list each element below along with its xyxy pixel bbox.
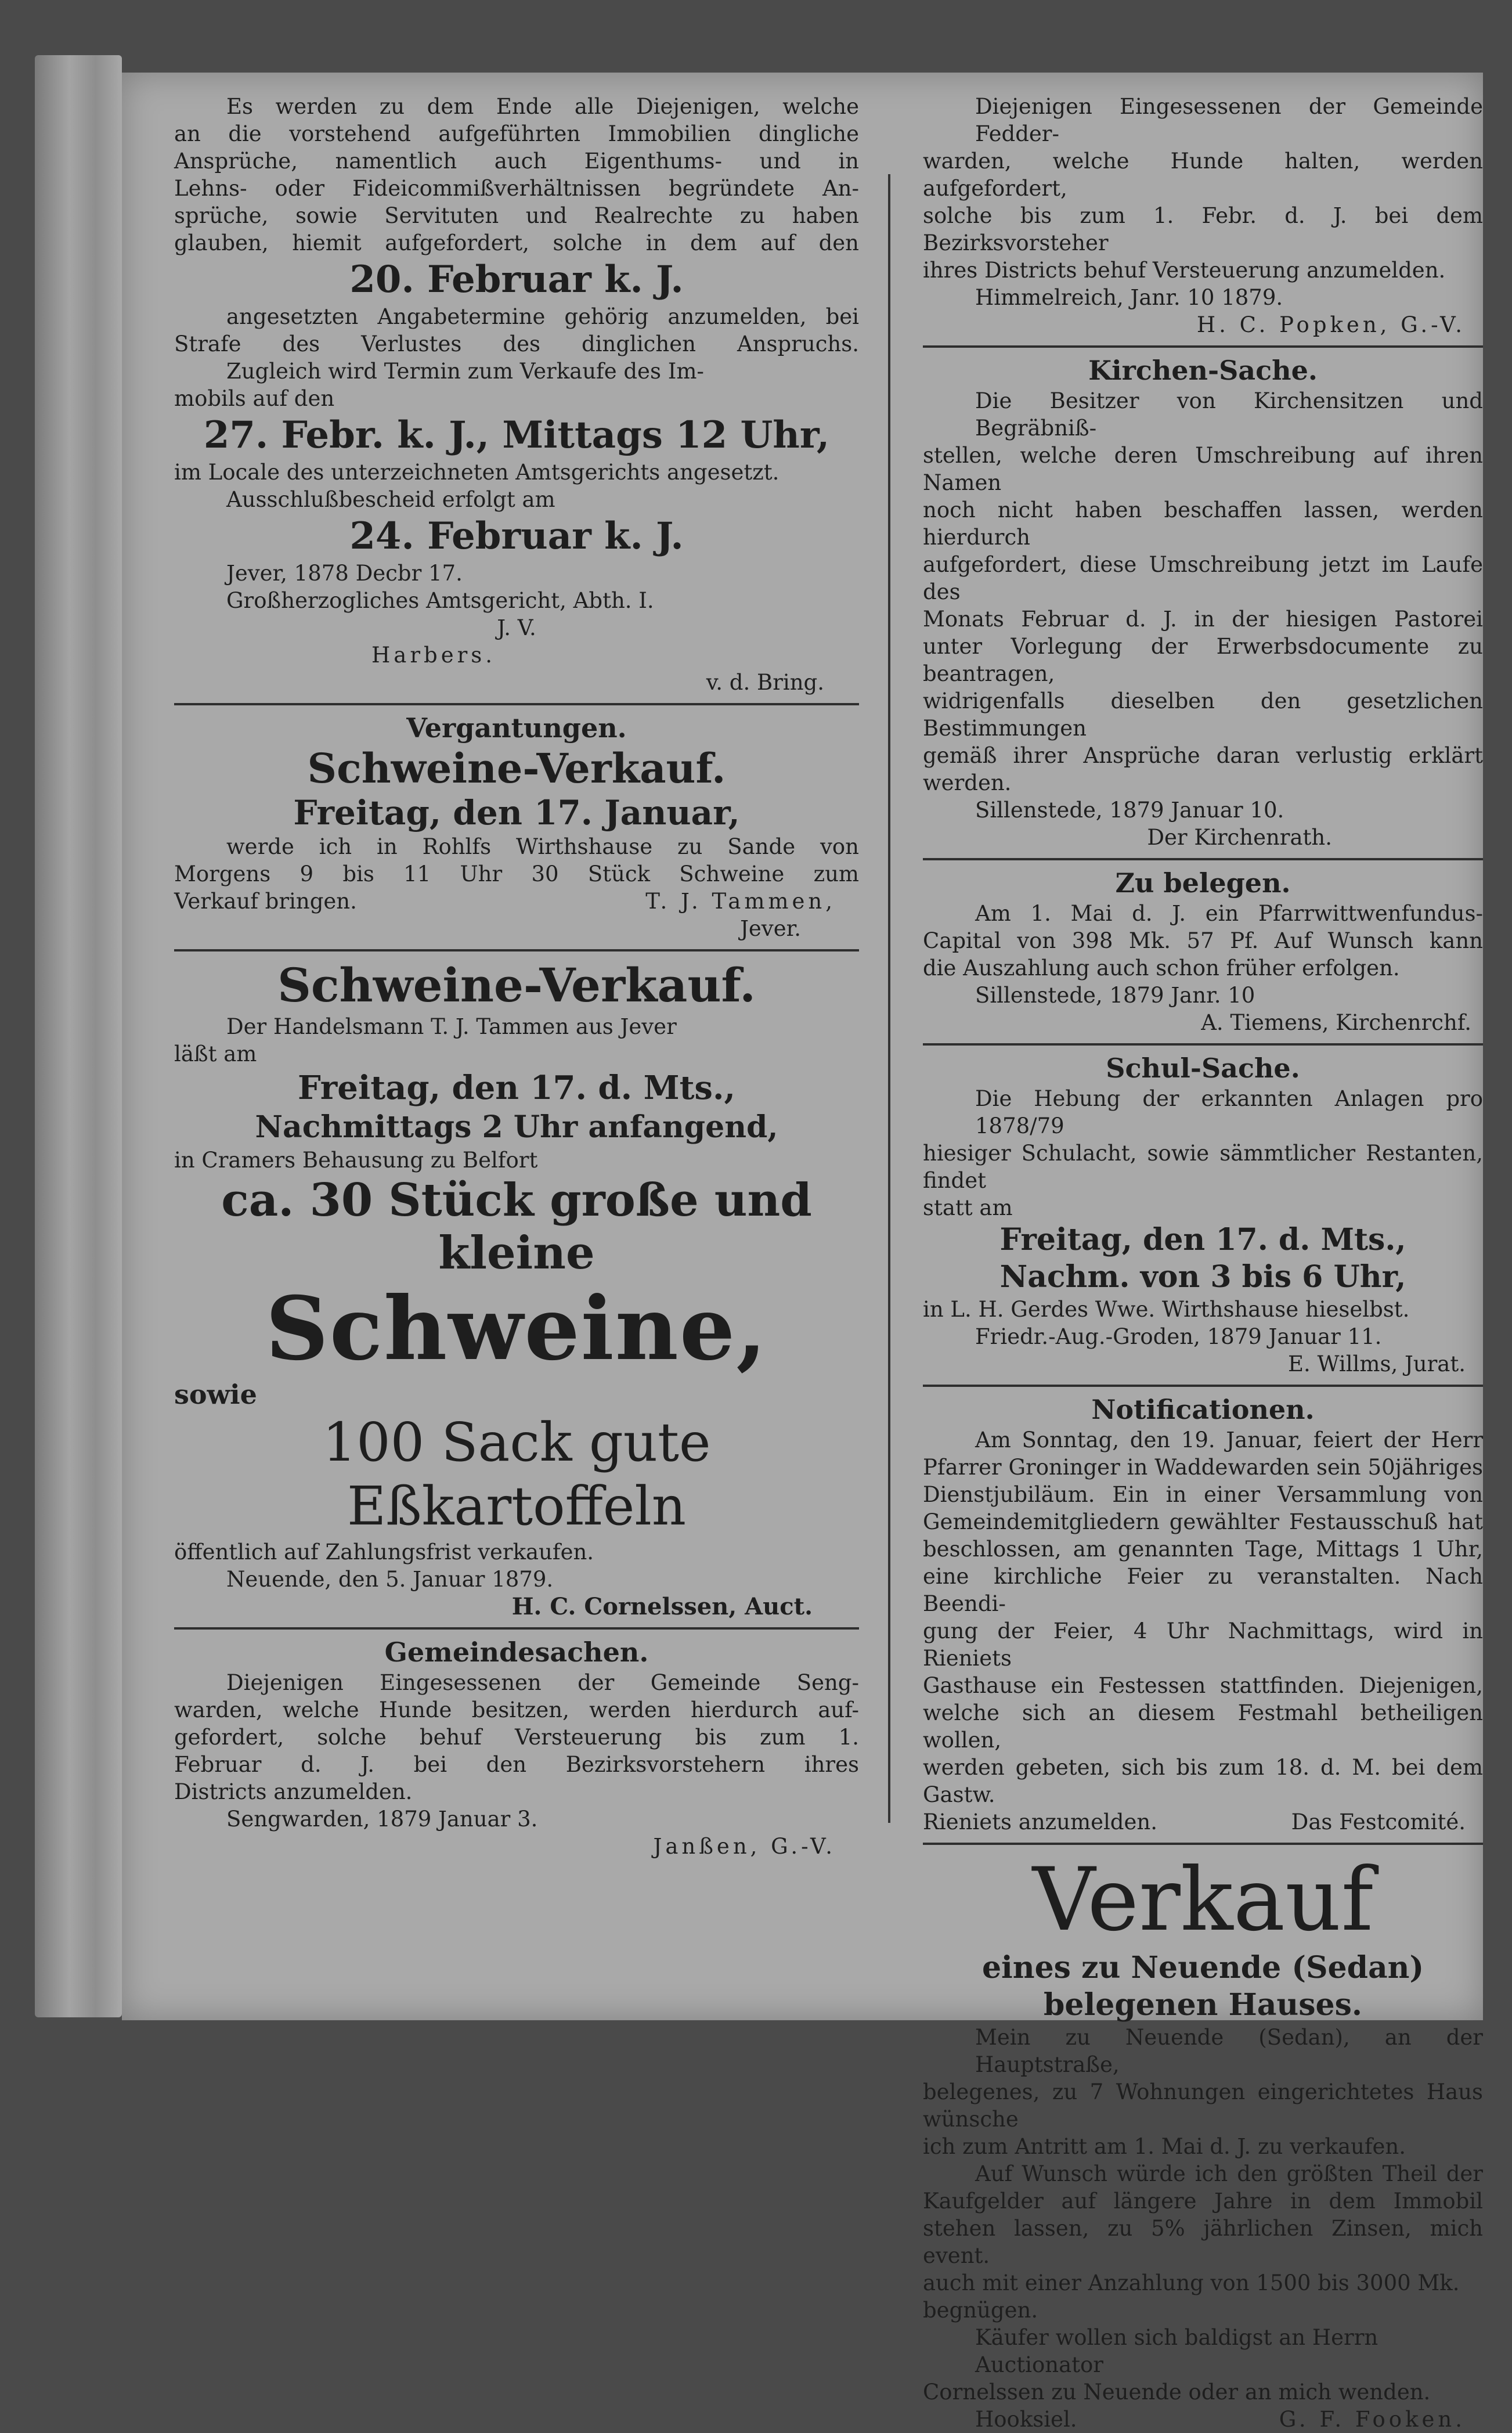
signature-place: Jever. [740,916,801,941]
court-iv: J. V. [497,615,536,640]
text-line: widrigenfalls dieselben den gesetzlichen Bestimmungen [923,689,1483,741]
section-rule [174,949,859,951]
section-title: Zu belegen. [1115,867,1291,899]
left-column [174,93,859,1860]
notice-paragraph [174,93,859,257]
notice-line: ihres Districts behuf Versteuerung anzumelden. [923,258,1446,283]
notice-paragraph [923,900,1483,954]
ad-date: Freitag, den 17. d. Mts., [298,1069,735,1107]
ad-text [174,833,859,888]
notice-paragraph [923,1426,1483,1808]
section-rule [923,1043,1483,1046]
signature: G. F. Fooken. [1279,2407,1466,2432]
text-line: Diejenigen Eingesessenen der Gemeinde Fedder- [975,94,1483,146]
text-line: solche bis zum 1. Febr. d. J. bei dem Bezirksvorsteher [923,203,1483,255]
signature: Harbers. [371,643,496,668]
notice-line: Ausschlußbescheid erfolgt am [226,487,555,512]
ad-sign-line [923,2406,1483,2433]
text-line: Die Besitzer von Kirchensitzen und Begräbniß- [975,388,1483,441]
ad-text: Verkauf bringen. [174,889,357,914]
text-line: glauben, hiemit aufgefordert, solche in dem auf den [174,230,859,255]
text-line: werde ich in Rohlfs Wirthshause zu Sande von [226,834,859,859]
text-line: noch nicht haben beschaffen lassen, werden hierdurch [923,498,1483,550]
notice-line: Rieniets anzumelden. [923,1810,1157,1834]
ad-date: Freitag, den 17. Januar, [293,793,740,832]
notice-line: die Auszahlung auch schon früher erfolgen. [923,956,1400,981]
place-date: Neuende, den 5. Januar 1879. [226,1567,554,1592]
column-divider [888,174,890,1823]
court-name: Großherzogliches Amtsgericht, Abth. I. [226,588,654,613]
text-line: welche sich an diesem Festmahl betheiligen wollen, [923,1700,1483,1753]
ad-text [923,2160,1483,2269]
text-line: angesetzten Angabetermine gehörig anzumelden, bei [226,304,859,329]
text-line: Capital von 398 Mk. 57 Pf. Auf Wunsch kann [923,928,1483,953]
notice-paragraph [923,387,1483,796]
ad-text: Der Handelsmann T. J. Tammen aus Jever [226,1014,677,1039]
text-line: hiesiger Schulacht, sowie sämmtlicher Restanten, findet [923,1141,1483,1193]
text-line: belegenes, zu 7 Wohnungen eingerichtetes Haus wünsche [923,2079,1483,2132]
notice-paragraph [923,1085,1483,1194]
text-line: unter Vorlegung der Erwerbsdocumente zu beantragen, [923,634,1483,686]
ad-text: läßt am [174,1041,257,1066]
text-line: Morgens 9 bis 11 Uhr 30 Stück Schweine zum [174,862,859,886]
place-date: Friedr.-Aug.-Groden, 1879 Januar 11. [975,1324,1382,1349]
section-title: Gemeindesachen. [384,1637,649,1668]
ad-headline: ca. 30 Stück große und [221,1174,812,1227]
text-line: Kaufgelder auf längere Jahre in dem Immobil [923,2189,1483,2214]
ad-headline: kleine [438,1227,595,1279]
ad-title: Schweine-Verkauf. [277,958,756,1012]
date-heading: 24. Februar k. J. [349,514,684,558]
text-line: an die vorstehend aufgeführten Immobilien dingliche [174,121,859,146]
ad-text: sowie [174,1379,257,1410]
text-line: sprüche, sowie Servituten und Realrechte zu haben [174,203,859,228]
ad-text: begnügen. [923,2298,1038,2323]
text-line: gefordert, solche behuf Versteuerung bis zum 1. [174,1725,859,1750]
signature: H. C. Cornelssen, Auct. [511,1593,813,1620]
date-heading: Freitag, den 17. d. Mts., [999,1222,1406,1257]
section-title: Kirchen-Sache. [1088,355,1318,386]
ad-subtitle: eines zu Neuende (Sedan) [981,1950,1424,1985]
text-line: beschlossen, am genannten Tage, Mittags 1 Uhr, [923,1537,1483,1562]
ad-title: Schweine-Verkauf. [307,744,726,792]
ad-text: Käufer wollen sich baldigst an Herrn Auctionator [975,2325,1379,2377]
ad-location: in Cramers Behausung zu Belfort [174,1148,538,1173]
notice-paragraph [923,93,1483,257]
notice-line: statt am [923,1195,1013,1220]
place-date: Jever, 1878 Decbr 17. [226,561,463,586]
text-line: eine kirchliche Feier zu veranstalten. Nach Beendi- [923,1564,1483,1616]
notice-line: in L. H. Gerdes Wwe. Wirthshause hieselbst. [923,1297,1410,1322]
section-title: Notificationen. [1091,1394,1315,1425]
text-line: Monats Februar d. J. in der hiesigen Pastorei [923,607,1483,632]
text-line: Mein zu Neuende (Sedan), an der Hauptstraße, [975,2025,1483,2077]
notice-line: Zugleich wird Termin zum Verkaufe des Im- [226,359,704,384]
text-line: warden, welche Hunde besitzen, werden hierdurch auf- [174,1697,859,1722]
text-line: Gemeindemitgliedern gewählter Festausschuß hat [923,1509,1483,1534]
section-title: Schul-Sache. [1106,1053,1300,1084]
ad-sign-line [174,888,859,915]
ad-headline-large: Schweine, [265,1278,768,1380]
text-line: gemäß ihrer Ansprüche daran verlustig erklärt werden. [923,743,1483,795]
ad-title-large: Verkauf [1032,1850,1374,1951]
section-rule [174,1627,859,1630]
text-line: Ansprüche, namentlich auch Eigenthums- und in [174,149,859,174]
text-line: stehen lassen, zu 5% jährlichen Zinsen, mich event. [923,2216,1483,2268]
text-line: werden gebeten, sich bis zum 18. d. M. bei dem Gastw. [923,1755,1483,1807]
signature: Janßen, G.-V. [653,1834,836,1859]
ad-headline: 100 Sack gute [322,1411,711,1473]
place: Hooksiel. [975,2407,1077,2432]
text-line: gung der Feier, 4 Uhr Nachmittags, wird in Rieniets [923,1619,1483,1671]
text-line: Die Hebung der erkannten Anlagen pro 1878/79 [975,1086,1483,1138]
ad-headline: Eßkartoffeln [347,1475,687,1537]
signature: Das Festcomité. [1291,1810,1466,1834]
notice-sign-line [923,1808,1483,1836]
place-date: Himmelreich, Janr. 10 1879. [975,285,1283,310]
text-line: Auf Wunsch würde ich den größten Theil der [975,2161,1483,2186]
place-date: Sillenstede, 1879 Janr. 10 [975,983,1255,1008]
ad-text [923,2024,1483,2133]
section-rule [174,703,859,705]
notice-paragraph [174,1669,859,1778]
signature: Der Kirchenrath. [1147,825,1332,850]
ad-text: Cornelssen zu Neuende oder an mich wenden. [923,2380,1431,2405]
time-heading: Nachm. von 3 bis 6 Uhr, [999,1259,1406,1295]
text-line: warden, welche Hunde halten, werden aufgefordert, [923,149,1483,201]
right-column [923,93,1483,2433]
section-rule [923,858,1483,860]
section-rule [923,345,1483,348]
text-line: aufgefordert, diese Umschreibung jetzt im Laufe des [923,552,1483,604]
signature: T. J. Tammen, [645,889,836,914]
text-line: Gasthause ein Festessen stattfinden. Diejenigen, [923,1673,1483,1698]
date-heading: 27. Febr. k. J., Mittags 12 Uhr, [203,413,830,457]
text-line: Es werden zu dem Ende alle Diejenigen, welche [226,94,859,119]
text-line: Am Sonntag, den 19. Januar, feiert der Herr [975,1428,1483,1452]
signature: E. Willms, Jurat. [1287,1351,1466,1376]
text-line: stellen, welche deren Umschreibung auf ihren Namen [923,443,1483,495]
ad-text: öffentlich auf Zahlungsfrist verkaufen. [174,1540,594,1565]
text-line: Am 1. Mai d. J. ein Pfarrwittwenfundus- [975,901,1483,926]
notice-line: im Locale des unterzeichneten Amtsgerichts angesetzt. [174,460,780,485]
notice-line: mobils auf den [174,386,335,411]
section-title: Vergantungen. [406,712,627,744]
signature: v. d. Bring. [706,670,824,695]
ad-text: ich zum Antritt am 1. Mai d. J. zu verkaufen. [923,2134,1406,2159]
text-line: Pfarrer Groninger in Waddewarden sein 50jähriges [923,1455,1483,1480]
ad-text: auch mit einer Anzahlung von 1500 bis 3000 Mk. [923,2270,1460,2295]
text-line: Strafe des Verlustes des dinglichen Anspruchs. [174,331,859,356]
section-rule [923,1385,1483,1387]
ad-time: Nachmittags 2 Uhr anfangend, [255,1109,778,1145]
notice-line: Districts anzumelden. [174,1779,413,1804]
text-line: Dienstjubiläum. Ein in einer Versammlung von [923,1482,1483,1507]
signature: H. C. Popken, G.-V. [1196,312,1466,337]
book-edge [35,55,122,2017]
notice-paragraph [174,303,859,358]
text-line: Diejenigen Eingesessenen der Gemeinde Seng- [226,1670,859,1695]
text-line: Februar d. J. bei den Bezirksvorstehern ihres [174,1752,859,1777]
place-date: Sillenstede, 1879 Januar 10. [975,798,1284,823]
section-rule [923,1843,1483,1845]
date-heading: 20. Februar k. J. [349,258,684,301]
signature: A. Tiemens, Kirchenrchf. [1201,1010,1471,1035]
place-date: Sengwarden, 1879 Januar 3. [226,1807,538,1832]
text-line: Lehns- oder Fideicommißverhältnissen begründete An- [174,176,859,201]
ad-subtitle: belegenen Hauses. [1044,1987,1362,2023]
